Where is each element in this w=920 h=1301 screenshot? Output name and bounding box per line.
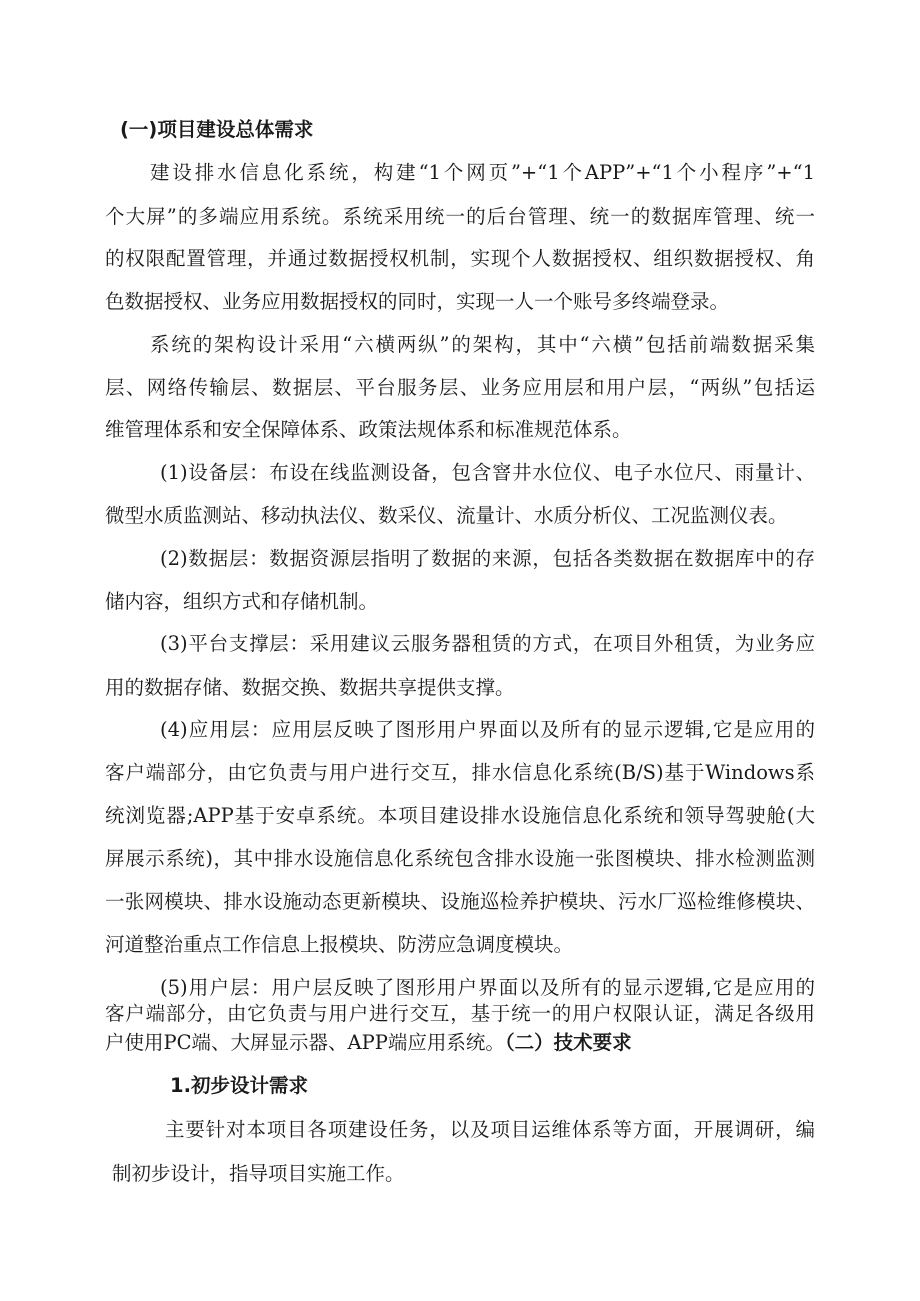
paragraph-6-line-5: 一张网模块、排水设施动态更新模块、设施巡检养护模块、污水厂巡检维修模块、 bbox=[105, 890, 815, 913]
paragraph-1-line-3: 的权限配置管理，并通过数据授权机制，实现个人数据授权、组织数据授权、角 bbox=[105, 247, 815, 270]
paragraph-2-line-3: 维管理体系和安全保障体系、政策法规体系和标准规范体系。 bbox=[105, 418, 632, 441]
subsection-heading-preliminary-design: 1.初步设计需求 bbox=[170, 1074, 308, 1097]
paragraph-6-line-1: (4)应用层：应用层反映了图形用户界面以及所有的显示逻辑,它是应用的 bbox=[160, 718, 815, 741]
paragraph-7-line-1: (5)用户层：用户层反映了图形用户界面以及所有的显示逻辑,它是应用的 bbox=[160, 976, 815, 999]
paragraph-6-line-4: 屏展示系统)，其中排水设施信息化系统包含排水设施一张图模块、排水检测监测 bbox=[105, 847, 815, 870]
paragraph-8-line-2: 制初步设计，指导项目实施工作。 bbox=[112, 1162, 405, 1185]
paragraph-1-line-1: 建设排水信息化系统，构建“1个网页”+“1个APP”+“1个小程序”+“1 bbox=[150, 161, 815, 184]
section-heading-overall-requirements: (一)项目建设总体需求 bbox=[120, 118, 314, 141]
paragraph-2-line-1: 系统的架构设计采用“六横两纵”的架构，其中“六横”包括前端数据采集 bbox=[150, 333, 815, 356]
paragraph-6-line-2: 客户端部分，由它负责与用户进行交互，排水信息化系统(B/S)基于Windows系 bbox=[105, 761, 815, 784]
paragraph-6-line-6: 河道整治重点工作信息上报模块、防涝应急调度模块。 bbox=[105, 933, 574, 956]
paragraph-4-line-2: 储内容，组织方式和存储机制。 bbox=[105, 590, 379, 613]
paragraph-3-line-2: 微型水质监测站、移动执法仪、数采仪、流量计、水质分析仪、工况监测仪表。 bbox=[105, 504, 788, 527]
paragraph-6-line-3: 统浏览器;APP基于安卓系统。本项目建设排水设施信息化系统和领导驾驶舱(大 bbox=[105, 804, 815, 827]
paragraph-8-line-1: 主要针对本项目各项建设任务，以及项目运维体系等方面，开展调研，编 bbox=[165, 1118, 815, 1141]
paragraph-7-line-3 bbox=[105, 1029, 632, 1057]
paragraph-5-line-1: (3)平台支撑层：采用建议云服务器租赁的方式，在项目外租赁，为业务应 bbox=[160, 632, 815, 655]
paragraph-1-line-4: 色数据授权、业务应用数据授权的同时，实现一人一个账号多终端登录。 bbox=[105, 290, 730, 313]
paragraph-1-line-2: 个大屏”的多端应用系统。系统采用统一的后台管理、统一的数据库管理、统一 bbox=[105, 205, 815, 228]
paragraph-7-line-3-text: 户使用PC端、大屏显示器、APP端应用系统。 bbox=[105, 1031, 505, 1054]
paragraph-2-line-2: 层、网络传输层、数据层、平台服务层、业务应用层和用户层，“两纵”包括运 bbox=[105, 376, 815, 399]
section-heading-technical-requirements: （二）技术要求 bbox=[504, 1031, 632, 1054]
paragraph-5-line-2: 用的数据存储、数据交换、数据共享提供支撑。 bbox=[105, 676, 515, 699]
paragraph-3-line-1: (1)设备层：布设在线监测设备，包含窨井水位仪、电子水位尺、雨量计、 bbox=[160, 461, 815, 484]
paragraph-7-line-2: 客户端部分，由它负责与用户进行交互，基于统一的用户权限认证，满足各级用 bbox=[105, 1002, 815, 1025]
paragraph-4-line-1: (2)数据层：数据资源层指明了数据的来源，包括各类数据在数据库中的存 bbox=[160, 547, 815, 570]
